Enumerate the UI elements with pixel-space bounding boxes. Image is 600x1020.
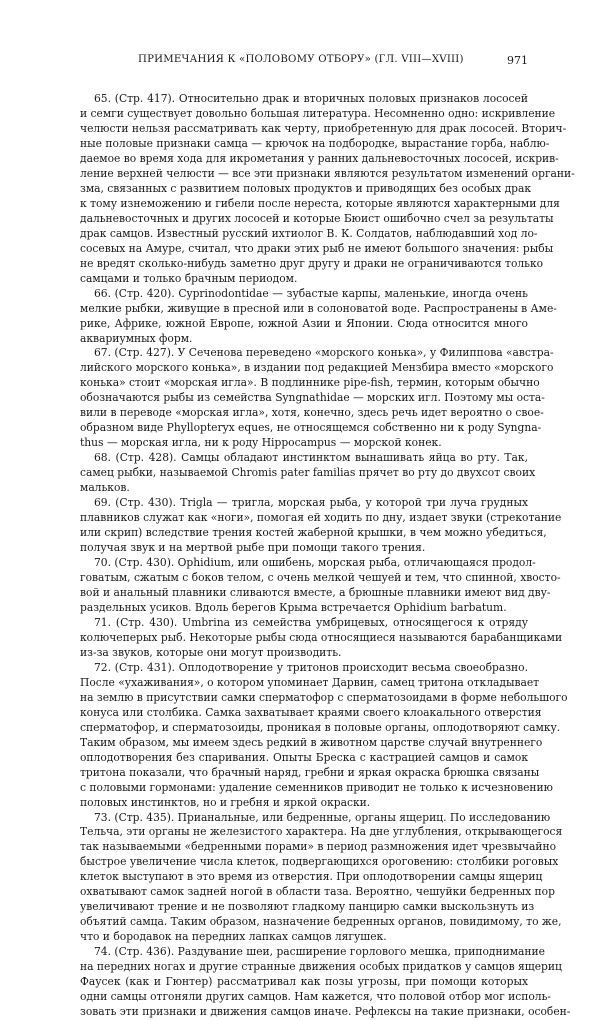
text-line: мальков. bbox=[80, 481, 130, 495]
text-line: вили в переводе «морская игла», хотя, конечно, здесь речь идет вероятно о свое- bbox=[80, 406, 544, 420]
text-line: мелкие рыбки, живущие в пресной или в солоноватой воде. Распространены в Аме- bbox=[80, 301, 557, 315]
text-line: Фаусек (как и Гюнтер) рассматривал как позы угрозы, при помощи которых bbox=[80, 975, 528, 989]
text-line: к тому изнеможению и гибели после нереста, которые являются характерными для bbox=[80, 196, 560, 210]
text-line: 67. (Стр. 427). У Сеченова переведено «морского конька», у Филиппова «австра- bbox=[94, 346, 554, 360]
text-line: 70. (Стр. 430). Ophidium, или ошибень, морская рыба, отличающаяся продол- bbox=[94, 556, 536, 570]
text-line: охватывают самок задней ногой в области таза. Вероятно, чешуйки бедренных пор bbox=[80, 885, 555, 899]
running-header bbox=[80, 54, 528, 70]
text-line: говатым, сжатым с боков телом, с очень мелкой чешуей и тем, что спинной, хвосто- bbox=[80, 571, 561, 584]
note-73 bbox=[80, 810, 563, 946]
text-line: на передних ногах и другие странные движения особых придатков у самцов ящериц bbox=[80, 960, 562, 974]
text-line: аквариумных форм. bbox=[80, 331, 193, 345]
note-72 bbox=[80, 660, 568, 811]
note-65 bbox=[80, 92, 575, 287]
text-line: или скрип) вследствие трения костей жаберной крышки, в чем можно убедиться, bbox=[80, 526, 547, 540]
text-line: thus — морская игла, ни к роду Hippocampus — морской конек. bbox=[80, 436, 442, 450]
text-line: сперматофор, и сперматозоиды, проникая в половые органы, оплодотворяют самку. bbox=[80, 720, 561, 734]
text-line: 69. (Стр. 430). Trigla — тригла, морская рыба, у которой три луча грудных bbox=[94, 496, 528, 510]
text-line: так называемыми «бедренными порами» в период размножения идет чрезвычайно bbox=[80, 840, 557, 854]
text-line: 73. (Стр. 435). Прианальные, или бедренные, органы ящериц. По исследованию bbox=[94, 810, 551, 824]
running-title: ПРИМЕЧАНИЯ К «ПОЛОВОМУ ОТБОРУ» (ГЛ. VIII—XVIII) bbox=[138, 54, 464, 65]
text-line: плавников служат как «ноги», помогая ей ходить по дну, издает звуки (стрекотание bbox=[80, 511, 562, 525]
text-line: 71. (Стр. 430). Umbrina из семейства умбрицевых, относящегося к отряду bbox=[94, 615, 528, 629]
note-71 bbox=[80, 615, 563, 661]
text-line: половых инстинктов, но и гребня и яркой окраски. bbox=[80, 795, 371, 809]
text-line: лийского морского конька», в издании под редакцией Мензбира вместо «морского bbox=[80, 361, 554, 375]
text-line: быстрое увеличение числа клеток, подвергающихся ороговению: столбики роговых bbox=[80, 855, 559, 869]
text-line: сосевых на Амуре, считал, что драки этих рыб не имеют большого значения: рыбы bbox=[80, 241, 554, 255]
note-67 bbox=[80, 346, 554, 451]
text-line: Тельча, эти органы не железистого характера. На дне углубления, открывающегося bbox=[80, 825, 563, 839]
text-line: даемое во время хода для икрометания у ранних дальневосточных лососей, искрив- bbox=[80, 151, 559, 165]
text-line: 74. (Стр. 436). Раздувание шеи, расширение горлового мешка, приподнимание bbox=[94, 945, 545, 959]
text-line: 65. (Стр. 417). Относительно драк и вторичных половых признаков лососей bbox=[94, 92, 528, 105]
page-number: 971 bbox=[507, 54, 528, 67]
note-70 bbox=[80, 556, 561, 616]
text-line: самец рыбки, называемой Chromis pater familias прячет во рту до двухсот своих bbox=[80, 466, 536, 480]
text-line: конуса или столбика. Самка захватывает краями своего клоакального отверстия bbox=[80, 705, 542, 719]
text-line: что и бородавок на передних лапках самцов лягушек. bbox=[80, 930, 387, 944]
text-line: зовать эти признаки и движения самцов иначе. Рефлексы на такие признаки, особен- bbox=[80, 1005, 571, 1019]
text-line: 66. (Стр. 420). Cyprinodontidae — зубастые карпы, маленькие, иногда очень bbox=[94, 286, 528, 300]
text-line: колючеперых рыб. Некоторые рыбы сюда относящиеся называются барабанщиками bbox=[80, 630, 563, 644]
text-line: с половыми гормонами: удаление семенников приводит не только к исчезновению bbox=[80, 780, 553, 794]
text-line: рике, Африке, южной Европе, южной Азии и Японии. Сюда относится много bbox=[80, 316, 528, 330]
text-line: вой и анальный плавники сливаются вместе, а брюшные плавники имеют вид дву- bbox=[80, 585, 551, 599]
text-line: челюсти нельзя рассматривать как черту, приобретенную для драк лососей. Вторич- bbox=[80, 121, 567, 135]
text-line: образном виде Phyllopteryx eques, не относящемся собственно ни к роду Syngna- bbox=[80, 421, 542, 435]
text-line: объятий самца. Таким образом, назначение бедренных органов, повидимому, то же, bbox=[80, 915, 562, 929]
text-line: одни самцы отгоняли других самцов. Нам кажется, что половой отбор мог исполь- bbox=[80, 990, 552, 1004]
text-line: зма, связанных с развитием половых продуктов и приводящих без особых драк bbox=[80, 181, 532, 195]
note-69 bbox=[80, 496, 562, 556]
text-line: тритона показали, что брачный наряд, гребни и яркая окраска брюшка связаны bbox=[80, 765, 540, 779]
text-line: конька» стоит «морская игла». В подлиннике pipe-fish, термин, которым обычно bbox=[80, 376, 540, 390]
text-line: не вредят сколько-нибудь заметно друг другу и драки не ограничиваются только bbox=[80, 256, 544, 270]
text-line: увеличивают трение и не позволяют гладкому панцирю самки выскользнуть из bbox=[80, 900, 535, 914]
note-66 bbox=[80, 286, 557, 347]
text-line: 68. (Стр. 428). Самцы обладают инстинктом вынашивать яйца во рту. Так, bbox=[94, 451, 528, 465]
text-line: драк самцов. Известный русский ихтиолог В. К. Солдатов, наблюдавший ход ло- bbox=[80, 226, 538, 240]
text-line: Таким образом, мы имеем здесь редкий в животном царстве случай внутреннего bbox=[80, 735, 543, 749]
text-line: дальневосточных и других лососей и которые Бюист ошибочно счел за результаты bbox=[80, 211, 554, 225]
text-line: и семги существует довольно большая литература. Несомненно одно: искривление bbox=[80, 106, 556, 120]
text-line: ные половые признаки самца — крючок на подбородке, вырастание горба, наблю- bbox=[80, 136, 550, 150]
text-line: раздельных усиков. Вдоль берегов Крыма встречается Ophidium barbatum. bbox=[80, 600, 507, 614]
text-line: 72. (Стр. 431). Оплодотворение у тритонов происходит весьма своеобразно. bbox=[94, 660, 528, 674]
note-74 bbox=[80, 945, 571, 1020]
text-line: ление верхней челюсти — все эти признаки являются результатом изменений органи- bbox=[80, 166, 575, 180]
text-line: клеток выступают в это время из отверстия. При оплодотворении самцы ящериц bbox=[80, 870, 543, 884]
note-68 bbox=[80, 451, 536, 496]
text-line: обозначаются рыбы из семейства Syngnathidae — морских игл. Поэтому мы оста- bbox=[80, 391, 545, 405]
text-line: После «ухаживания», о котором упоминает Дарвин, самец тритона откладывает bbox=[80, 675, 540, 689]
text-line: оплодотворения без спаривания. Опыты Бреска с кастрацией самцов и самок bbox=[80, 750, 528, 764]
text-line: из-за звуков, которые они могут производить. bbox=[80, 645, 342, 659]
text-line: самцами и только брачным периодом. bbox=[80, 271, 298, 285]
text-line: на землю в присутствии самки сперматофор с сперматозоидами в форме небольшого bbox=[80, 690, 568, 704]
notes-column bbox=[80, 92, 575, 1019]
text-line: получая звук и на мертвой рыбе при помощи такого трения. bbox=[80, 541, 426, 555]
